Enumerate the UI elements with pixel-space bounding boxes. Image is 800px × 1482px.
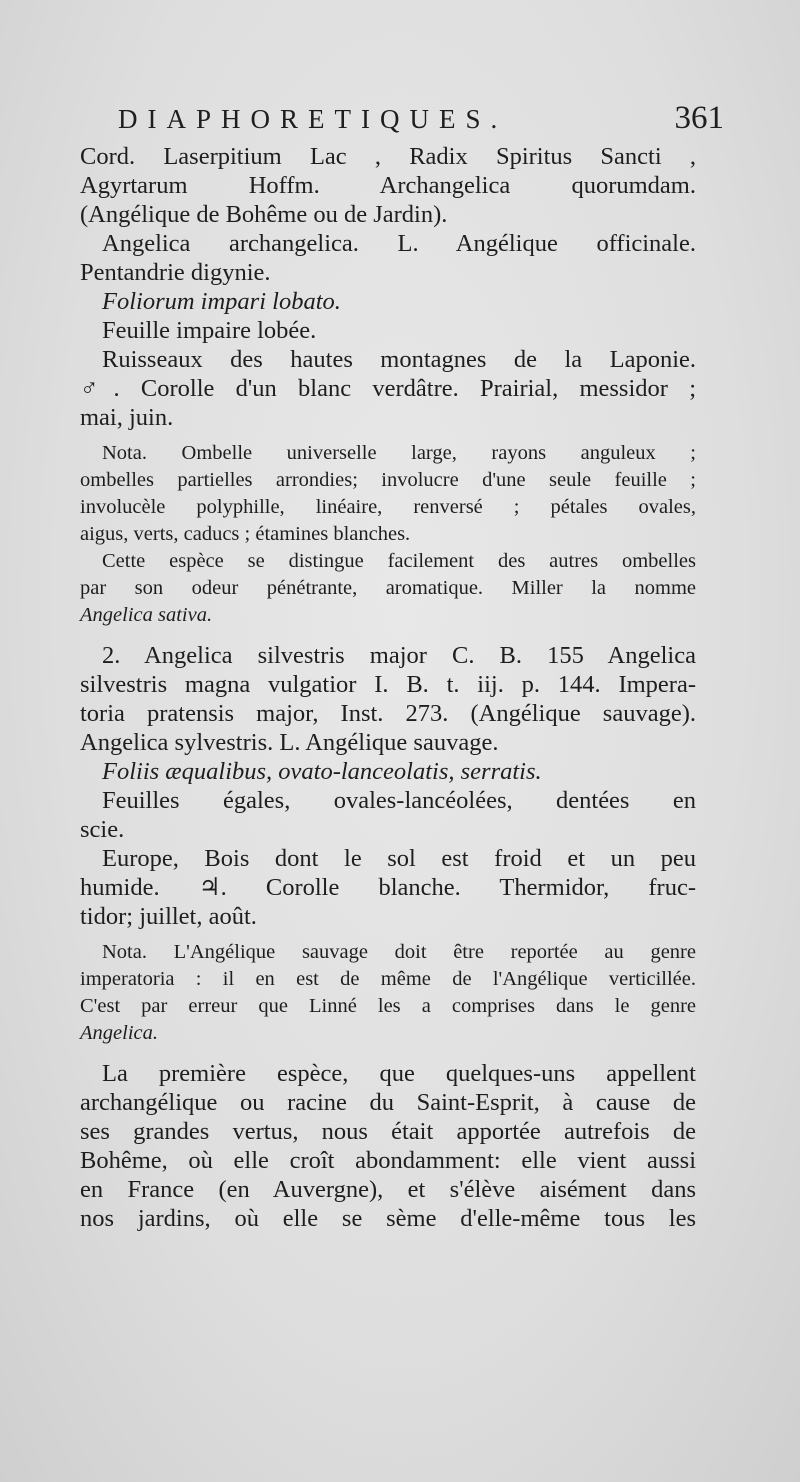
text-line: Pentandrie digynie. xyxy=(80,259,271,286)
text-line: Feuilles égales, ovales-lancéolées, dentées en xyxy=(102,787,696,814)
text-line: Angelica sylvestris. L. Angélique sauvage. xyxy=(80,729,499,756)
text-line: Cette espèce se distingue facilement des autres ombelles xyxy=(102,550,696,572)
text-line: imperatoria : il en est de même de l'Angélique verticillée. xyxy=(80,968,696,990)
text-line: C'est par erreur que Linné les a comprises dans le genre xyxy=(80,995,696,1017)
text-line: (Angélique de Bohême ou de Jardin). xyxy=(80,201,448,228)
synonyms-block-1 xyxy=(80,142,696,432)
text-line: Angelica. xyxy=(80,1022,158,1044)
text-line: par son odeur pénétrante, aromatique. Miller la nomme xyxy=(80,577,696,599)
text-line: Nota. L'Angélique sauvage doit être reportée au genre xyxy=(102,941,696,963)
text-line: Agyrtarum Hoffm. Archangelica quorumdam. xyxy=(80,172,696,199)
text-line: involucèle polyphille, linéaire, renversé ; pétales ovales, xyxy=(80,496,696,518)
text-line: mai, juin. xyxy=(80,404,174,431)
text-line: humide. ♃. Corolle blanche. Thermidor, fruc- xyxy=(80,874,696,901)
text-line: Cord. Laserpitium Lac , Radix Spiritus Sancti , xyxy=(80,143,696,170)
text-line: en France (en Auvergne), et s'élève aisément dans xyxy=(80,1176,696,1203)
paragraph-block-3 xyxy=(80,1059,696,1233)
text-line: Ruisseaux des hautes montagnes de la Laponie. xyxy=(102,346,696,373)
nota-block-1 xyxy=(80,440,696,629)
text-line: Foliis æqualibus, ovato-lanceolatis, serratis. xyxy=(102,758,542,785)
text-line: ses grandes vertus, nous était apportée autrefois de xyxy=(80,1118,696,1145)
running-title: DIAPHORETIQUES. xyxy=(118,104,508,134)
text-line: 2. Angelica silvestris major C. B. 155 Angelica xyxy=(102,642,696,669)
text-line: La première espèce, que quelques-uns appellent xyxy=(102,1060,696,1087)
text-line: archangélique ou racine du Saint-Esprit, à cause de xyxy=(80,1089,696,1116)
text-line: Europe, Bois dont le sol est froid et un peu xyxy=(102,845,696,872)
text-line: Nota. Ombelle universelle large, rayons anguleux ; xyxy=(102,442,696,464)
page-number: 361 xyxy=(674,100,724,136)
text-line: tidor; juillet, août. xyxy=(80,903,257,930)
nota-block-2 xyxy=(80,939,696,1047)
text-line: Bohême, où elle croît abondamment: elle vient aussi xyxy=(80,1147,696,1174)
text-line: Feuille impaire lobée. xyxy=(102,317,317,344)
text-line: toria pratensis major, Inst. 273. (Angélique sauvage). xyxy=(80,700,696,727)
text-line: nos jardins, où elle se sème d'elle-même tous les xyxy=(80,1205,696,1232)
text-line: ♂. Corolle d'un blanc verdâtre. Prairial, messidor ; xyxy=(80,375,696,402)
text-line: Angelica sativa. xyxy=(80,604,213,626)
body-text xyxy=(80,142,696,1233)
text-line: silvestris magna vulgatior I. B. t. iij. p. 144. Impera- xyxy=(80,671,696,698)
text-line: aigus, verts, caducs ; étamines blanches. xyxy=(80,523,411,545)
text-line: ombelles partielles arrondies; involucre d'une seule feuille ; xyxy=(80,469,696,491)
page-header xyxy=(118,100,724,142)
text-line: Foliorum impari lobato. xyxy=(102,288,341,315)
synonyms-block-2 xyxy=(80,641,696,931)
text-line: scie. xyxy=(80,816,125,843)
text-line: Angelica archangelica. L. Angélique officinale. xyxy=(102,230,696,257)
